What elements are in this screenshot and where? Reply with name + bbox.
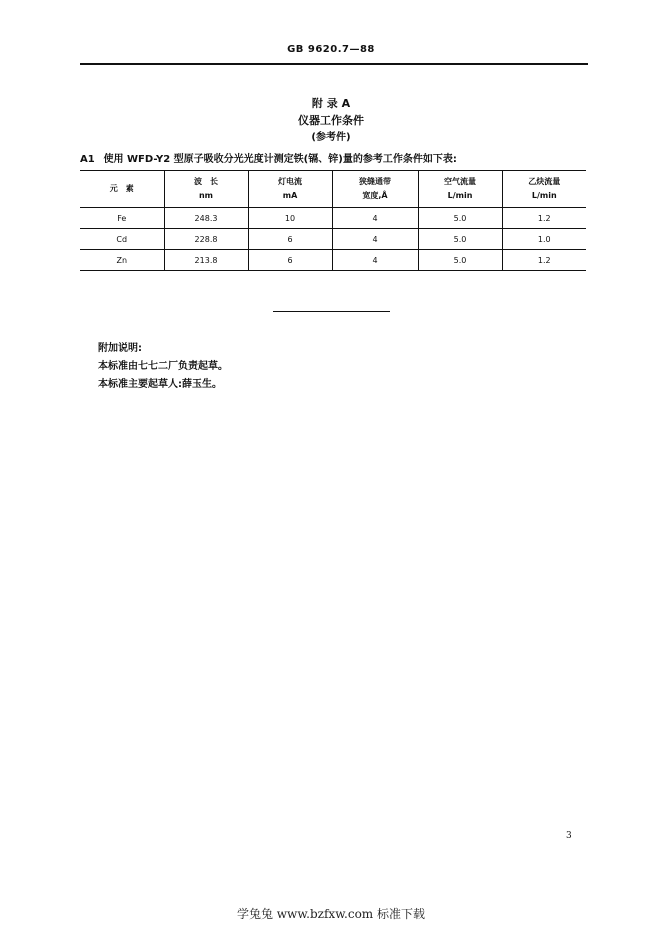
table-cell: 10 — [248, 208, 332, 229]
page-number: 3 — [566, 831, 572, 841]
header-air-flow: 空气流量 L/min — [418, 171, 502, 208]
table-row — [80, 208, 586, 229]
clause-number: A1 — [80, 154, 95, 165]
table-cell: 248.3 — [164, 208, 248, 229]
header-slit-width: 狭缝通带 宽度,Å — [332, 171, 418, 208]
standard-code-header: GB 9620.7—88 — [287, 44, 375, 55]
table-cell: 1.2 — [502, 208, 586, 229]
annex-note: (参考件) — [311, 132, 351, 143]
table-cell: 228.8 — [164, 229, 248, 250]
table-row — [80, 229, 586, 250]
table-cell: 5.0 — [418, 229, 502, 250]
header-element: 元 素 — [80, 171, 164, 208]
section-divider-rule — [273, 311, 390, 312]
working-conditions-table — [80, 170, 586, 271]
header-wavelength: 波 长 nm — [164, 171, 248, 208]
table-cell: 213.8 — [164, 250, 248, 271]
header-acetylene-flow: 乙炔流量 L/min — [502, 171, 586, 208]
table-cell: Cd — [80, 229, 164, 250]
table-cell: 4 — [332, 229, 418, 250]
table-cell: 1.0 — [502, 229, 586, 250]
notes-line-drafting-unit: 本标准由七七二厂负责起草。 — [98, 361, 228, 372]
footer-watermark: 学兔兔 www.bzfxw.com 标准下载 — [236, 907, 426, 921]
table-cell: 6 — [248, 229, 332, 250]
table-header-row — [80, 171, 586, 208]
table-cell: 4 — [332, 208, 418, 229]
table-cell: 1.2 — [502, 250, 586, 271]
table-cell: 6 — [248, 250, 332, 271]
table-cell: 5.0 — [418, 208, 502, 229]
clause-text: 使用 WFD-Y2 型原子吸收分光光度计测定铁(镉、锌)量的参考工作条件如下表: — [103, 154, 457, 165]
table-cell: 5.0 — [418, 250, 502, 271]
table-cell: 4 — [332, 250, 418, 271]
notes-line-drafter: 本标准主要起草人:薛玉生。 — [98, 379, 222, 390]
table-cell: Fe — [80, 208, 164, 229]
notes-heading: 附加说明: — [98, 343, 142, 354]
header-rule — [80, 63, 588, 65]
annex-title: 附 录 A — [311, 97, 351, 110]
clause-a1 — [80, 150, 590, 165]
annex-subtitle: 仪器工作条件 — [298, 114, 364, 127]
header-lamp-current: 灯电流 mA — [248, 171, 332, 208]
additional-notes — [98, 340, 228, 394]
table-cell: Zn — [116, 255, 128, 265]
table-row — [80, 250, 586, 271]
